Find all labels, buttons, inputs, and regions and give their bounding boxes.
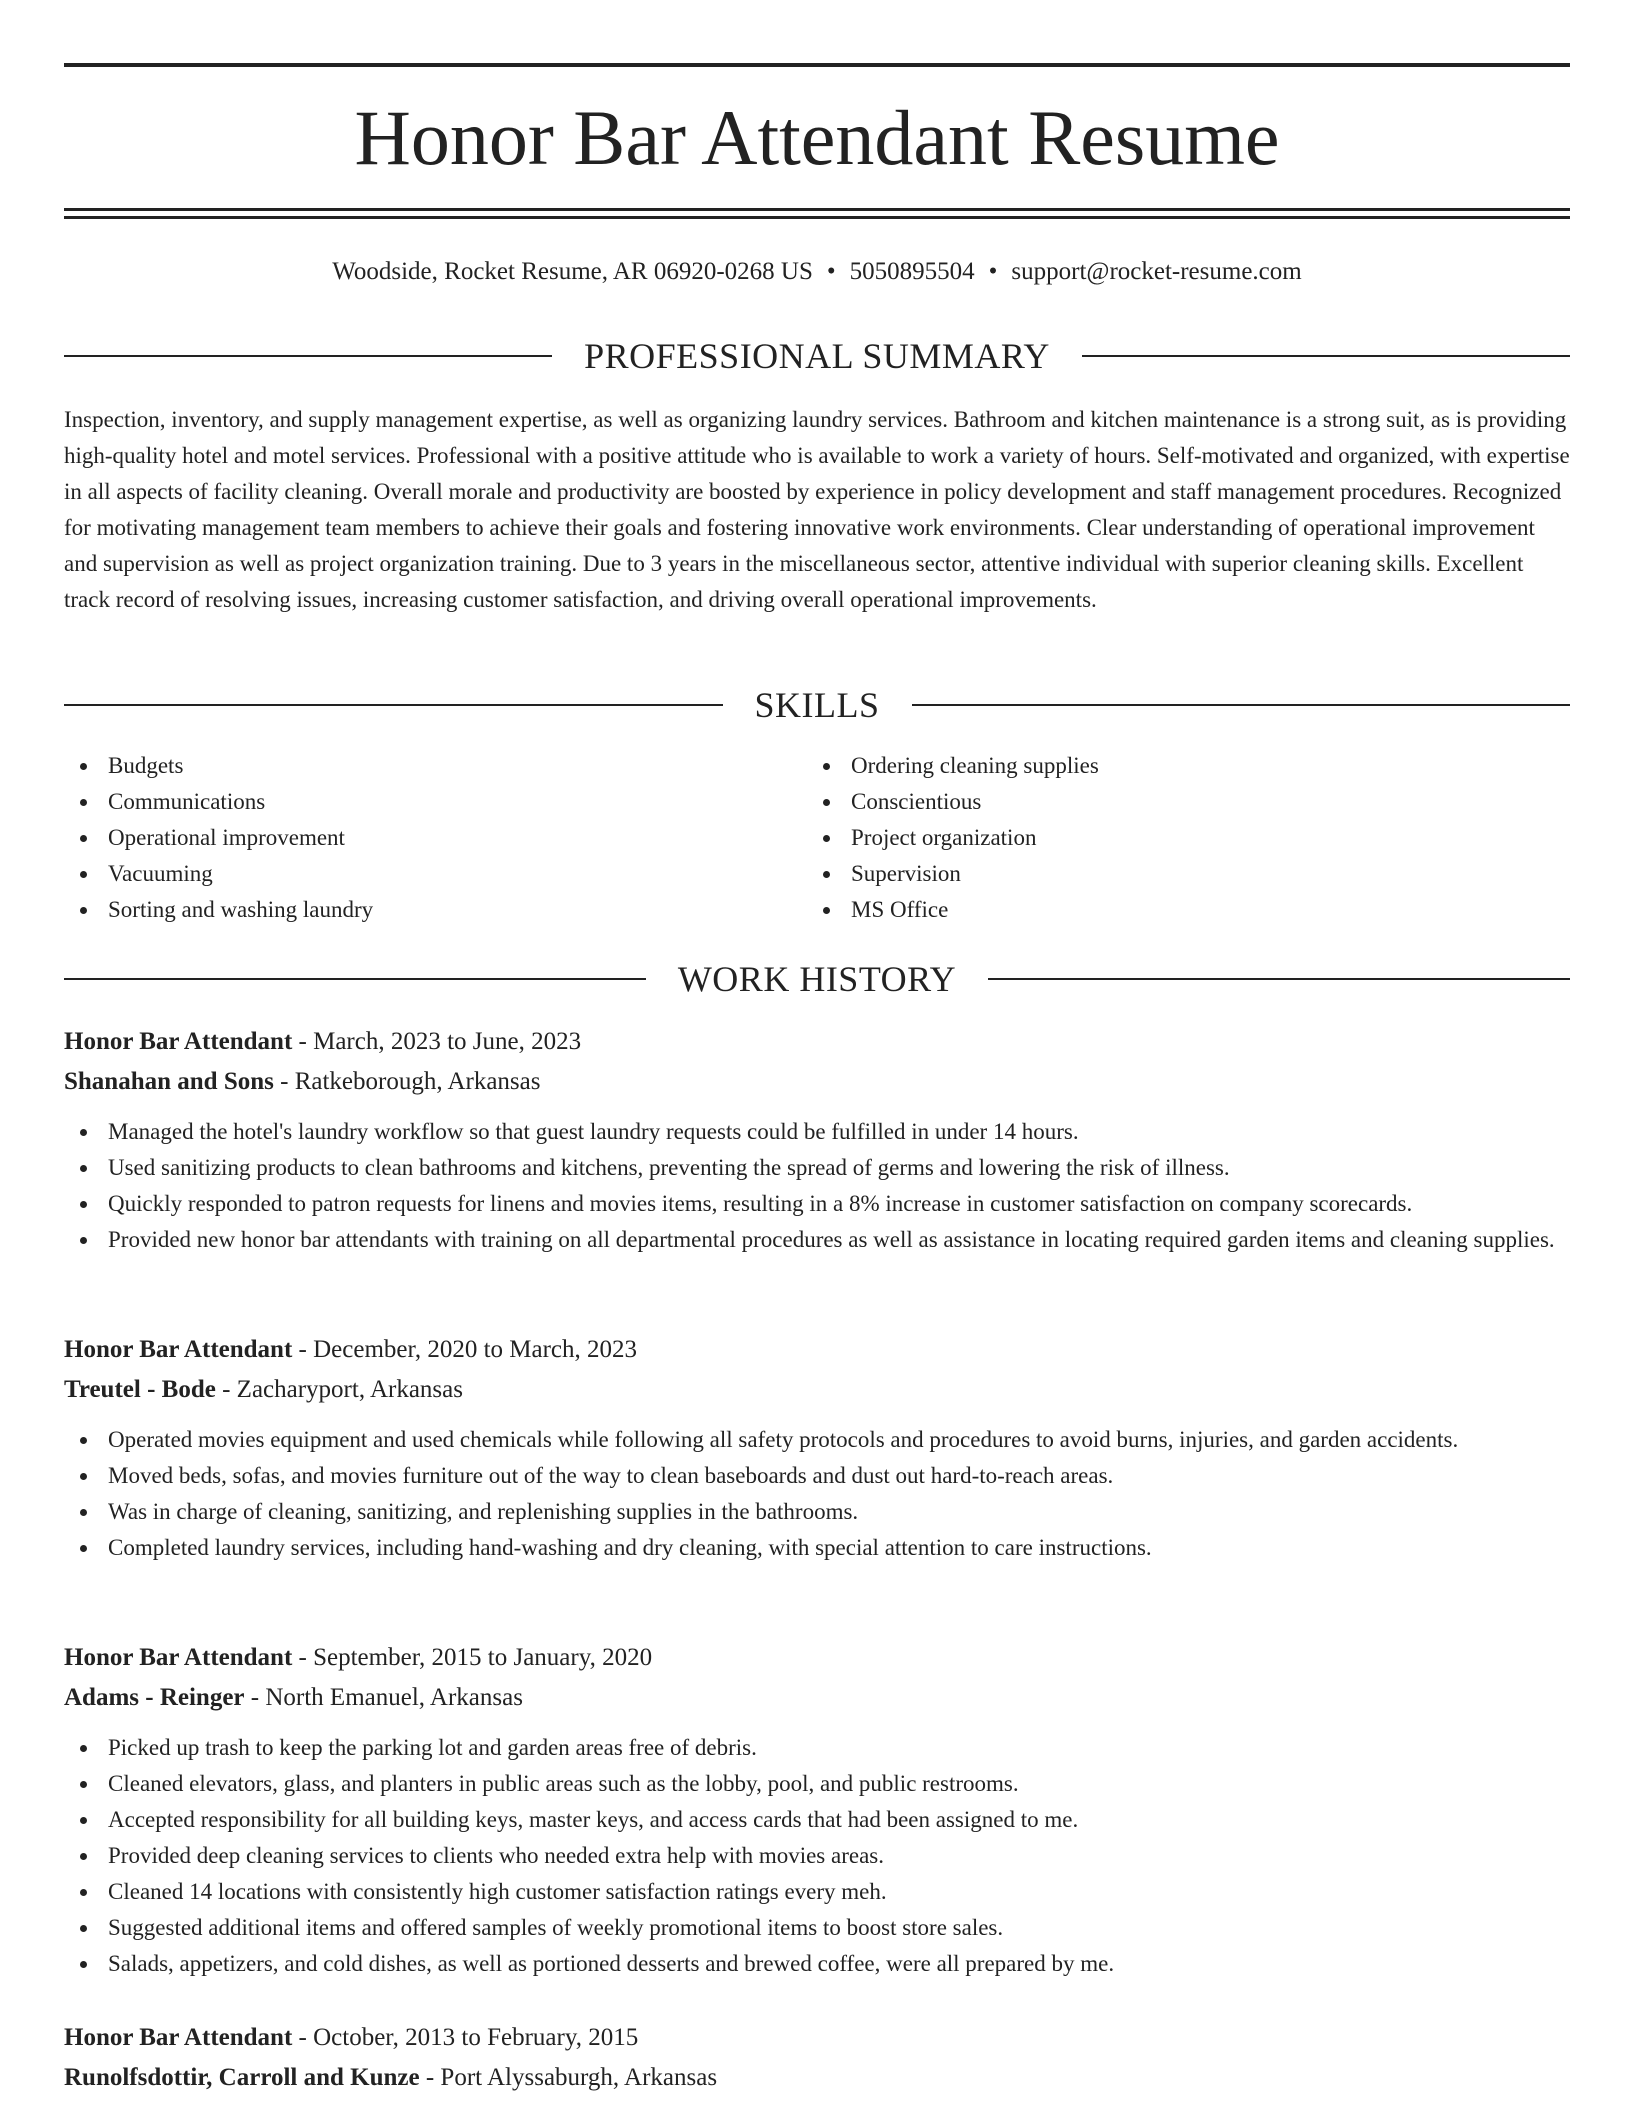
- skill-item: Project organization: [807, 820, 1550, 856]
- job-duty: Used sanitizing products to clean bathrooms and kitchens, preventing the spread of germs and lowering the risk of illness.: [64, 1150, 1570, 1186]
- job-entry: [64, 1330, 1570, 1566]
- job-company-line: [64, 1062, 1570, 1102]
- job-location: - Zacharyport, Arkansas: [215, 1376, 463, 1403]
- job-role-line: [64, 1330, 1570, 1370]
- skill-item: Ordering cleaning supplies: [807, 748, 1550, 784]
- job-duty: Operated movies equipment and used chemicals while following all safety protocols and procedures to avoid burns, injuries, and garden accidents.: [64, 1422, 1570, 1458]
- job-company: Shanahan and Sons: [64, 1068, 274, 1095]
- job-company-line: [64, 1678, 1570, 1718]
- job-company-line: [64, 1370, 1570, 1410]
- skills-heading-label: SKILLS: [754, 685, 880, 725]
- job-location: - North Emanuel, Arkansas: [244, 1684, 523, 1711]
- job-entry: [64, 1638, 1570, 1982]
- job-dates: - September, 2015 to January, 2020: [292, 1644, 653, 1671]
- contact-line: [64, 256, 1570, 288]
- work-history-heading-label: WORK HISTORY: [677, 959, 957, 999]
- title-double-rule-lower: [64, 216, 1570, 219]
- job-duty: Quickly responded to patron requests for linens and movies items, resulting in a 8% increase in customer satisfaction on company scorecards.: [64, 1186, 1570, 1222]
- skill-item: Sorting and washing laundry: [64, 892, 807, 928]
- skill-item: Communications: [64, 784, 807, 820]
- work-history-section-heading: [64, 957, 1570, 1001]
- contact-phone: 5050895504: [849, 258, 975, 285]
- job-role: Honor Bar Attendant: [64, 1028, 293, 1055]
- job-duty: Suggested additional items and offered samples of weekly promotional items to boost store sales.: [64, 1910, 1570, 1946]
- job-duty: Managed the hotel's laundry workflow so that guest laundry requests could be fulfilled in under 14 hours.: [64, 1114, 1570, 1150]
- job-company: Treutel - Bode: [64, 1376, 216, 1403]
- job-duty: Cleaned 14 locations with consistently high customer satisfaction ratings every meh.: [64, 1874, 1570, 1910]
- summary-heading-label: PROFESSIONAL SUMMARY: [584, 336, 1050, 376]
- job-role: Honor Bar Attendant: [64, 1644, 293, 1671]
- contact-separator: •: [826, 258, 836, 285]
- job-duty: Moved beds, sofas, and movies furniture out of the way to clean baseboards and dust out hard-to-reach areas.: [64, 1458, 1570, 1494]
- resume-title: Honor Bar Attendant Resume: [354, 94, 1280, 181]
- heading-rule-right: [988, 978, 1570, 980]
- skill-item: Vacuuming: [64, 856, 807, 892]
- heading-rule-left: [64, 704, 723, 706]
- heading-rule-right: [1082, 355, 1570, 357]
- skill-item: Operational improvement: [64, 820, 807, 856]
- top-rule: [64, 63, 1570, 67]
- skills-list: [64, 748, 1570, 928]
- job-dates: - December, 2020 to March, 2023: [292, 1336, 638, 1363]
- job-duties-list: [64, 1422, 1570, 1566]
- heading-rule-left: [64, 978, 646, 980]
- job-role-line: [64, 1638, 1570, 1678]
- skill-item: Budgets: [64, 748, 807, 784]
- job-role-line: [64, 2018, 1570, 2058]
- summary-section-heading: [64, 334, 1570, 378]
- heading-rule-left: [64, 355, 552, 357]
- job-company-line: [64, 2058, 1570, 2098]
- job-duty: Salads, appetizers, and cold dishes, as well as portioned desserts and brewed coffee, were all prepared by me.: [64, 1946, 1570, 1982]
- professional-summary-text: Inspection, inventory, and supply management expertise, as well as organizing laundry services. Bathroom and kitchen maintenance is a strong suit, as is providing high-quality hotel and motel services. Professional with a positive attitude who is available to work a variety of hours. Self-motivated and organized, with expertise in all aspects of facility cleaning. Overall morale and productivity are boosted by experience in policy development and staff management procedures. Recognized for motivating management team members to achieve their goals and fostering innovative work environments. Clear understanding of operational improvement and supervision as well as project organization training. Due to 3 years in the miscellaneous sector, attentive individual with superior cleaning skills. Excellent track record of resolving issues, increasing customer satisfaction, and driving overall operational improvements.: [64, 407, 1570, 612]
- job-location: - Port Alyssaburgh, Arkansas: [419, 2064, 718, 2091]
- job-company: Runolfsdottir, Carroll and Kunze: [64, 2064, 420, 2091]
- job-entry: [64, 2018, 1570, 2098]
- job-role: Honor Bar Attendant: [64, 1336, 293, 1363]
- job-duty: Provided new honor bar attendants with training on all departmental procedures as well as assistance in locating required garden items and cleaning supplies.: [64, 1222, 1570, 1258]
- job-duty: Completed laundry services, including hand-washing and dry cleaning, with special attention to care instructions.: [64, 1530, 1570, 1566]
- skills-column-right: [807, 748, 1550, 928]
- skills-section-heading: [64, 683, 1570, 727]
- job-role-line: [64, 1022, 1570, 1062]
- job-duty: Accepted responsibility for all building keys, master keys, and access cards that had been assigned to me.: [64, 1802, 1570, 1838]
- job-duty: Provided deep cleaning services to clients who needed extra help with movies areas.: [64, 1838, 1570, 1874]
- contact-separator: •: [988, 258, 998, 285]
- skill-item: Supervision: [807, 856, 1550, 892]
- title-double-rule-upper: [64, 208, 1570, 211]
- job-duties-list: [64, 1114, 1570, 1258]
- job-entry: [64, 1022, 1570, 1258]
- job-duty: Cleaned elevators, glass, and planters in public areas such as the lobby, pool, and public restrooms.: [64, 1766, 1570, 1802]
- job-location: - Ratkeborough, Arkansas: [273, 1068, 541, 1095]
- contact-email: support@rocket-resume.com: [1011, 258, 1302, 285]
- job-dates: - March, 2023 to June, 2023: [292, 1028, 582, 1055]
- contact-address: Woodside, Rocket Resume, AR 06920-0268 US: [332, 258, 813, 285]
- job-duties-list: [64, 1730, 1570, 1982]
- job-duty: Was in charge of cleaning, sanitizing, and replenishing supplies in the bathrooms.: [64, 1494, 1570, 1530]
- job-role: Honor Bar Attendant: [64, 2024, 293, 2051]
- skill-item: Conscientious: [807, 784, 1550, 820]
- skill-item: MS Office: [807, 892, 1550, 928]
- job-dates: - October, 2013 to February, 2015: [292, 2024, 639, 2051]
- job-duty: Picked up trash to keep the parking lot and garden areas free of debris.: [64, 1730, 1570, 1766]
- job-company: Adams - Reinger: [64, 1684, 245, 1711]
- skills-column-left: [64, 748, 807, 928]
- heading-rule-right: [912, 704, 1571, 706]
